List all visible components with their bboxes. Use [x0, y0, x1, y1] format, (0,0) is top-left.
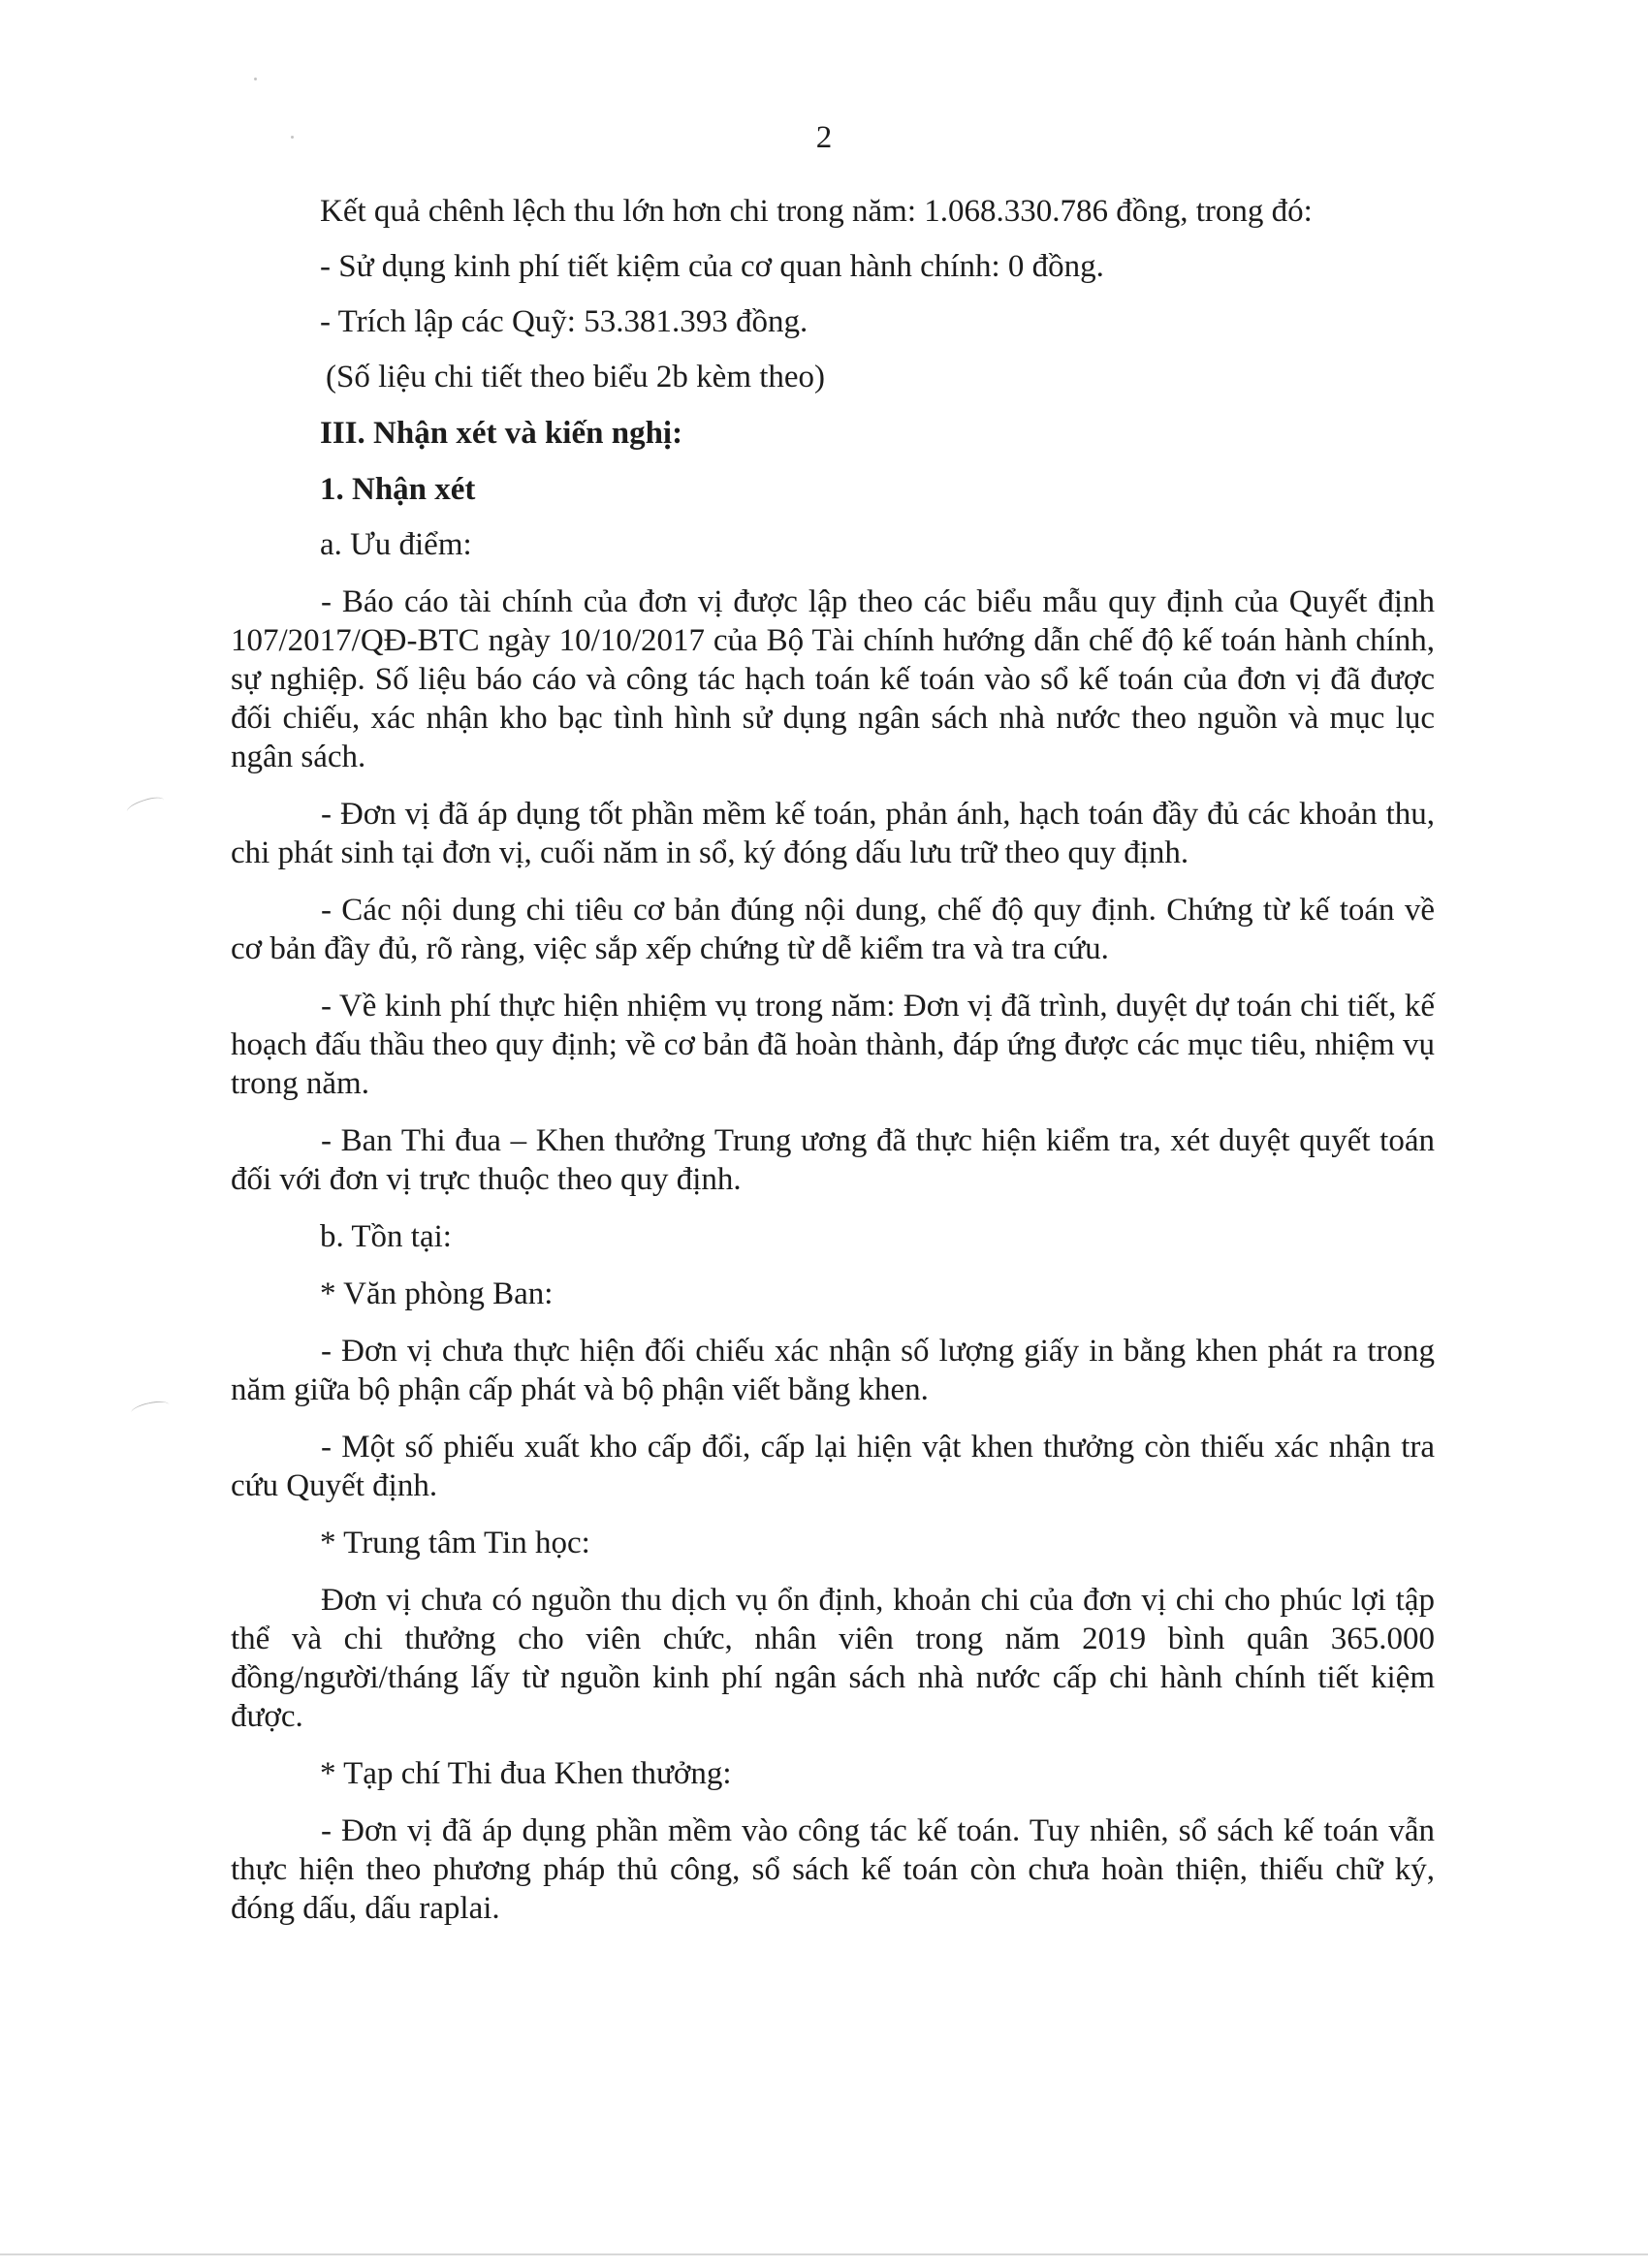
subsection-heading-remarks: 1. Nhận xét: [320, 472, 476, 507]
heading-advantages: a. Ưu điểm:: [320, 527, 472, 562]
scan-artifact-dot: [254, 78, 257, 80]
scan-artifact-mark: [125, 794, 166, 818]
scan-artifact-dot: [291, 136, 294, 139]
paragraph-detail-reference: (Số liệu chi tiết theo biểu 2b kèm theo): [326, 360, 826, 394]
paragraph-task-funding: - Về kinh phí thực hiện nhiệm vụ trong năm: Đơn vị đã trình, duyệt dự toán chi tiết, kế hoạch đấu thầu theo quy định; về cơ bản đã hoàn thành, đáp ứng được các mục tiêu, nhiệm vụ trong năm.: [231, 989, 1435, 1101]
heading-magazine: * Tạp chí Thi đua Khen thưởng:: [320, 1756, 732, 1791]
paragraph-savings-usage: - Sử dụng kinh phí tiết kiệm của cơ quan hành chính: 0 đồng.: [320, 249, 1104, 284]
paragraph-accounting-software: - Đơn vị đã áp dụng tốt phần mềm kế toán, phản ánh, hạch toán đầy đủ các khoản thu, chi phát sinh tại đơn vị, cuối năm in sổ, ký đóng dấu lưu trữ theo quy định.: [231, 797, 1435, 870]
page-number: 2: [815, 120, 833, 155]
section-heading-remarks: III. Nhận xét và kiến nghị:: [320, 416, 683, 451]
scan-artifact-mark: [130, 1399, 171, 1419]
heading-board-office: * Văn phòng Ban:: [320, 1276, 554, 1311]
paragraph-spending-content: - Các nội dung chi tiêu cơ bản đúng nội dung, chế độ quy định. Chứng từ kế toán về cơ bản đầy đủ, rõ ràng, việc sắp xếp chứng từ dễ kiểm tra và tra cứu.: [231, 893, 1435, 966]
paragraph-it-center-revenue: Đơn vị chưa có nguồn thu dịch vụ ổn định, khoản chi của đơn vị chi cho phúc lợi tập thể và chi thưởng cho viên chức, nhân viên trong năm 2019 bình quân 365.000 đồng/người/tháng lấy từ nguồn kinh phí ngân sách nhà nước cấp chi hành chính tiết kiệm được.: [231, 1583, 1435, 1734]
paragraph-magazine-accounting: - Đơn vị đã áp dụng phần mềm vào công tác kế toán. Tuy nhiên, sổ sách kế toán vẫn thực hiện theo phương pháp thủ công, sổ sách kế toán còn chưa hoàn thiện, thiếu chữ ký, đóng dấu, dấu raplai.: [231, 1813, 1435, 1926]
paragraph-surplus-result: Kết quả chênh lệch thu lớn hơn chi trong năm: 1.068.330.786 đồng, trong đó:: [320, 194, 1313, 229]
document-body: [231, 192, 1435, 1928]
heading-it-center: * Trung tâm Tin học:: [320, 1526, 590, 1560]
paragraph-certificate-paper: - Đơn vị chưa thực hiện đối chiếu xác nhận số lượng giấy in bằng khen phát ra trong năm giữa bộ phận cấp phát và bộ phận viết bằng khen.: [231, 1334, 1435, 1407]
scan-bottom-edge: [0, 2253, 1648, 2255]
paragraph-funds-allocation: - Trích lập các Quỹ: 53.381.393 đồng.: [320, 304, 808, 339]
paragraph-warehouse-slips: - Một số phiếu xuất kho cấp đổi, cấp lại hiện vật khen thưởng còn thiếu xác nhận tra cứu Quyết định.: [231, 1430, 1435, 1503]
heading-shortcomings: b. Tồn tại:: [320, 1219, 452, 1254]
paragraph-financial-report: - Báo cáo tài chính của đơn vị được lập theo các biểu mẫu quy định của Quyết định 107/2017/QĐ-BTC ngày 10/10/2017 của Bộ Tài chính hướng dẫn chế độ kế toán hành chính, sự nghiệp. Số liệu báo cáo và công tác hạch toán kế toán vào sổ kế toán của đơn vị đã được đối chiếu, xác nhận kho bạc tình hình sử dụng ngân sách nhà nước theo nguồn và mục lục ngân sách.: [231, 584, 1435, 774]
paragraph-central-board-review: - Ban Thi đua – Khen thưởng Trung ương đã thực hiện kiểm tra, xét duyệt quyết toán đối với đơn vị trực thuộc theo quy định.: [231, 1123, 1435, 1197]
